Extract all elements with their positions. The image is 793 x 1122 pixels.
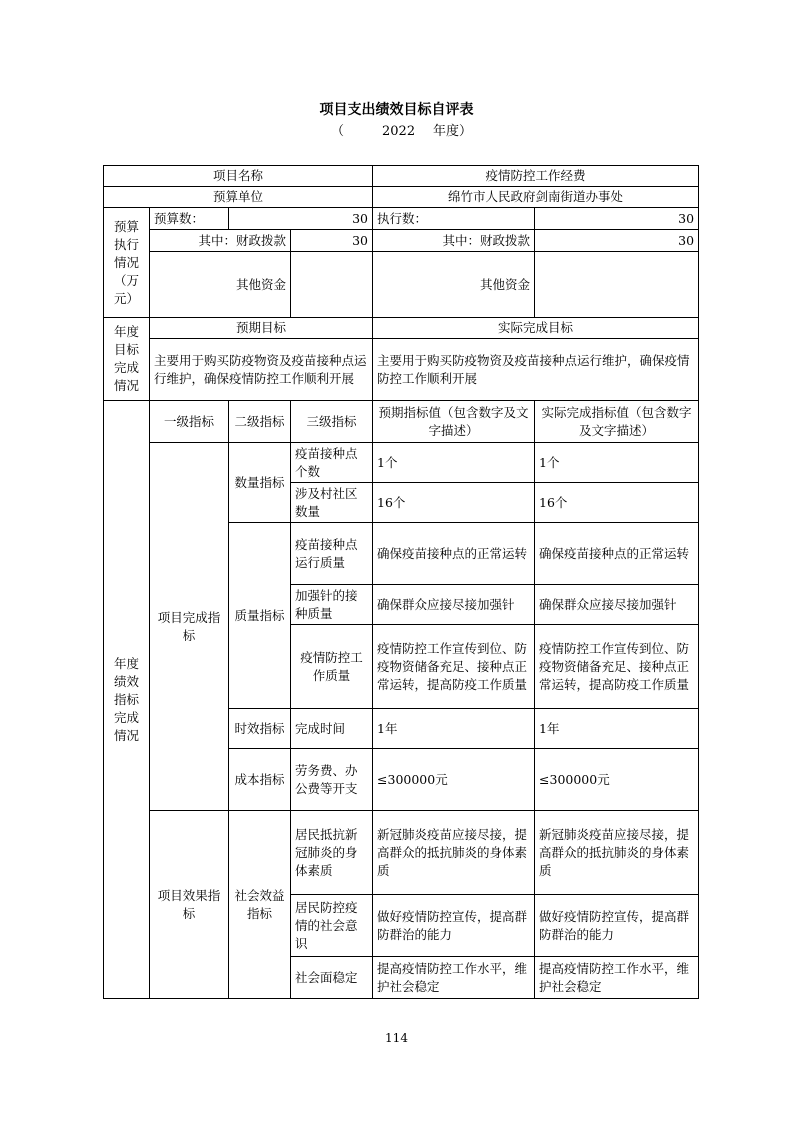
budget-unit-label: 预算单位: [104, 187, 373, 208]
actual-value-cell: 确保疫苗接种点的正常运转: [535, 523, 699, 585]
level3-cell: 居民抵抗新冠肺炎的身体素质: [291, 811, 373, 895]
actual-value-cell: 疫情防控工作宣传到位、防疫物资储备充足、接种点正常运转，提高防疫工作质量: [535, 625, 699, 709]
expected-goal-text: 主要用于购买防疫物资及疫苗接种点运行维护，确保疫情防控工作顺利开展: [150, 339, 373, 401]
level3-cell: 劳务费、办公费等开支: [291, 749, 373, 811]
header-level3: 三级指标: [291, 401, 373, 443]
expected-value-cell: 做好疫情防控宣传，提高群防群治的能力: [373, 895, 535, 957]
fiscal-label-actual: 其中：财政拨款: [373, 230, 535, 252]
level3-cell: 完成时间: [291, 709, 373, 749]
actual-value-cell: 提高疫情防控工作水平，维护社会稳定: [535, 957, 699, 999]
project-name-value: 疫情防控工作经费: [373, 166, 699, 187]
header-expected-value: 预期指标值（包含数字及文字描述）: [373, 401, 535, 443]
expected-value-cell: 确保群众应接尽接加强针: [373, 585, 535, 625]
expected-value-cell: 16个: [373, 483, 535, 523]
header-actual-value: 实际完成指标值（包含数字及文字描述）: [535, 401, 699, 443]
other-funds-value-actual: [535, 252, 699, 318]
indicators-side-label: 年度绩效指标完成情况: [104, 401, 150, 999]
document-title: 项目支出绩效目标自评表: [319, 102, 474, 118]
level2-cost: 成本指标: [229, 749, 291, 811]
level3-cell: 疫苗接种点运行质量: [291, 523, 373, 585]
actual-value-cell: 确保群众应接尽接加强针: [535, 585, 699, 625]
other-funds-label-actual: 其他资金: [373, 252, 535, 318]
year-value: 2022: [382, 124, 416, 139]
level2-quality: 质量指标: [229, 523, 291, 709]
year-open-paren: （: [331, 124, 345, 139]
level3-cell: 社会面稳定: [291, 957, 373, 999]
level3-cell: 涉及村社区数量: [291, 483, 373, 523]
group-project-effect: 项目效果指标: [150, 811, 229, 999]
level3-cell: 加强针的接种质量: [291, 585, 373, 625]
expected-goal-header: 预期目标: [150, 318, 373, 339]
actual-value-cell: ≤300000元: [535, 749, 699, 811]
level3-cell: 疫情防控工作质量: [291, 625, 373, 709]
performance-table: [103, 165, 699, 999]
actual-value-cell: 16个: [535, 483, 699, 523]
level3-cell: 疫苗接种点个数: [291, 443, 373, 483]
fiscal-value-expected: 30: [291, 230, 373, 252]
actual-value-cell: 做好疫情防控宣传，提高群防群治的能力: [535, 895, 699, 957]
budget-exec-side-label: 预算执行情况（万元）: [104, 208, 150, 318]
document-year-line: [0, 123, 793, 141]
year-unit: 年度）: [433, 124, 473, 139]
expected-value-cell: 提高疫情防控工作水平，维护社会稳定: [373, 957, 535, 999]
level2-timeliness: 时效指标: [229, 709, 291, 749]
header-level2: 二级指标: [229, 401, 291, 443]
actual-value-cell: 新冠肺炎疫苗应接尽接，提高群众的抵抗肺炎的身体素质: [535, 811, 699, 895]
page-number: 114: [385, 1031, 408, 1045]
fiscal-label-expected: 其中：财政拨款: [150, 230, 291, 252]
budget-label: 预算数：: [150, 208, 229, 230]
actual-value-cell: 1个: [535, 443, 699, 483]
expected-value-cell: 1个: [373, 443, 535, 483]
level2-quantity: 数量指标: [229, 443, 291, 523]
expected-value-cell: ≤300000元: [373, 749, 535, 811]
actual-value-cell: 1年: [535, 709, 699, 749]
actual-goal-header: 实际完成目标: [373, 318, 699, 339]
level2-social-benefit: 社会效益指标: [229, 811, 291, 999]
fiscal-value-actual: 30: [535, 230, 699, 252]
project-name-label: 项目名称: [104, 166, 373, 187]
budget-value: 30: [229, 208, 373, 230]
group-project-completion: 项目完成指标: [150, 443, 229, 811]
exec-label: 执行数：: [373, 208, 535, 230]
other-funds-label-expected: 其他资金: [150, 252, 291, 318]
other-funds-value-expected: [291, 252, 373, 318]
level3-cell: 居民防控疫情的社会意识: [291, 895, 373, 957]
header-level1: 一级指标: [150, 401, 229, 443]
expected-value-cell: 确保疫苗接种点的正常运转: [373, 523, 535, 585]
exec-value: 30: [535, 208, 699, 230]
expected-value-cell: 疫情防控工作宣传到位、防疫物资储备充足、接种点正常运转，提高防疫工作质量: [373, 625, 535, 709]
actual-goal-text: 主要用于购买防疫物资及疫苗接种点运行维护，确保疫情防控工作顺利开展: [373, 339, 699, 401]
expected-value-cell: 新冠肺炎疫苗应接尽接，提高群众的抵抗肺炎的身体素质: [373, 811, 535, 895]
budget-unit-value: 绵竹市人民政府剑南街道办事处: [373, 187, 699, 208]
annual-goal-side-label: 年度目标完成情况: [104, 318, 150, 401]
expected-value-cell: 1年: [373, 709, 535, 749]
